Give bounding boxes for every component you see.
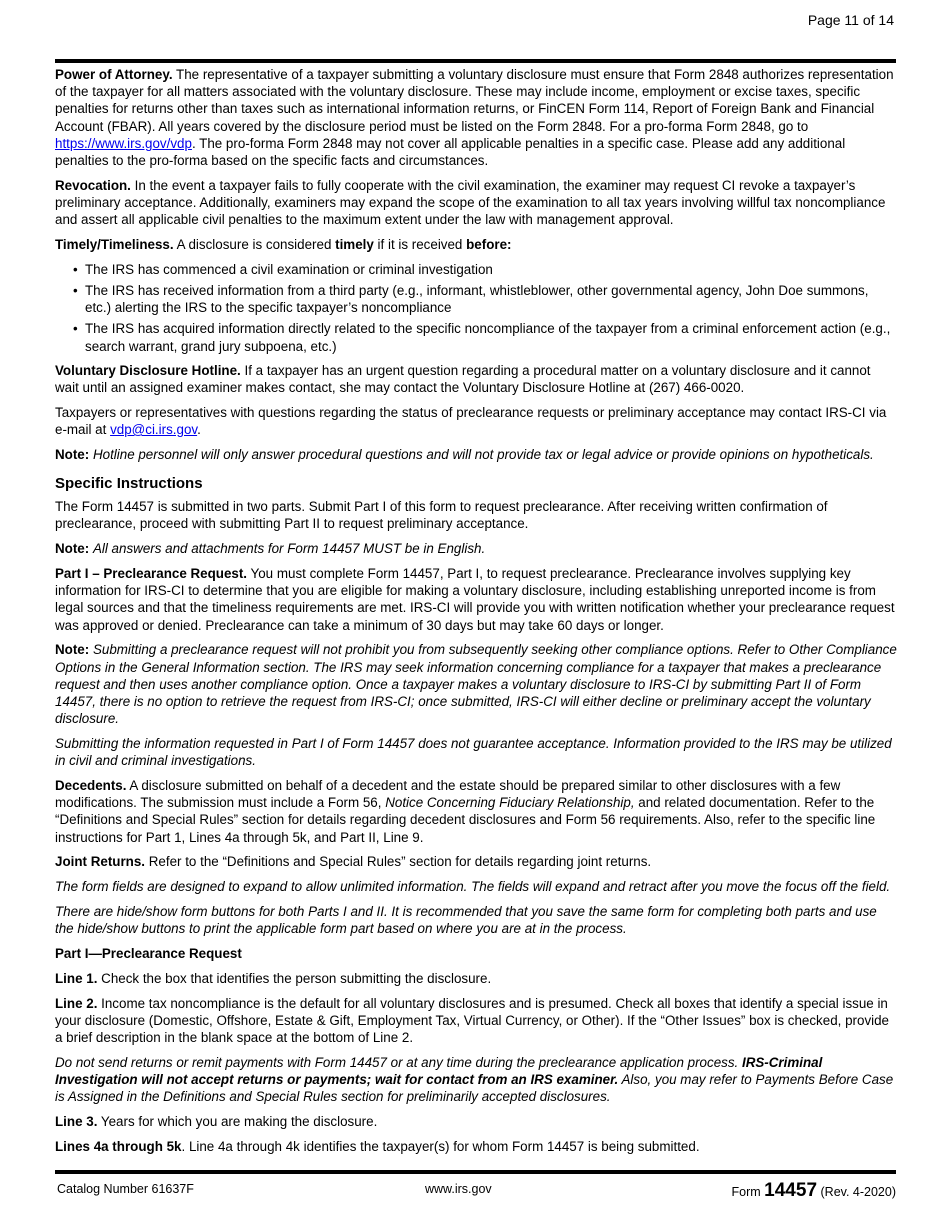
bold-text: timely bbox=[335, 237, 374, 253]
text-run: Years for which you are making the disclosure. bbox=[97, 1114, 378, 1130]
bold-text: Joint Returns. bbox=[55, 854, 146, 870]
text-run: Also, you may refer to Payments Before Case is Assigned in the Definitions and Special Rules section for preliminarily accepted disclosures. bbox=[55, 1072, 894, 1105]
paragraph bbox=[55, 853, 897, 870]
paragraph bbox=[55, 903, 897, 937]
paragraph bbox=[55, 995, 897, 1047]
text-run: . The pro-forma Form 2848 may not cover all applicable penalties in a specific case. Please add any additional penalties to the pro-forma based on the specific facts and circumstances. bbox=[55, 135, 846, 169]
bold-text: Revocation. bbox=[55, 177, 131, 193]
hyperlink[interactable]: vdp@ci.irs.gov bbox=[110, 422, 198, 438]
text-run: The IRS has commenced a civil examination or criminal investigation bbox=[85, 261, 493, 277]
bold-text: Timely/Timeliness. bbox=[55, 237, 174, 253]
text-run: . Line 4a through 4k identifies the taxpayer(s) for whom Form 14457 is being submitted. bbox=[181, 1138, 700, 1154]
bold-text: Note: bbox=[55, 642, 90, 658]
footer-website: www.irs.gov bbox=[425, 1182, 492, 1196]
bold-text: before: bbox=[466, 237, 512, 253]
document-body bbox=[55, 66, 897, 1163]
form-number: 14457 bbox=[764, 1180, 818, 1201]
text-run: Do not send returns or remit payments with Form 14457 or at any time during the preclearance application process. bbox=[55, 1054, 742, 1070]
paragraph bbox=[55, 362, 897, 396]
bold-text: Note: bbox=[55, 446, 90, 462]
text-run: The Form 14457 is submitted in two parts. Submit Part I of this form to request preclearance. After receiving written confirmation of preclearance, proceed with submitting Part II to request preliminary acceptance. bbox=[55, 499, 828, 532]
text-run: A disclosure is considered bbox=[173, 237, 336, 253]
text-run: Check the box that identifies the person submitting the disclosure. bbox=[97, 970, 492, 986]
bold-text: Part I—Preclearance Request bbox=[55, 946, 242, 962]
paragraph bbox=[55, 641, 897, 727]
text-run: Hotline personnel will only answer procedural questions and will not provide tax or legal advice or provide opinions on hypotheticals. bbox=[92, 446, 874, 462]
text-run: Submitting the information requested in Part I of Form 14457 does not guarantee acceptance. Information provided to the IRS may be utilized in civil and criminal investigations. bbox=[55, 736, 892, 769]
text-run: if it is received bbox=[373, 237, 467, 253]
text-run: All answers and attachments for Form 14457 MUST be in English. bbox=[92, 541, 486, 557]
text-run: A disclosure submitted on behalf of a decedent and the estate should be prepared similar to other disclosures with a few modifications. The submission must include a Form 56, bbox=[55, 778, 841, 811]
bold-text: IRS-Criminal Investigation will not accept returns or payments; wait for contact from an IRS examiner. bbox=[55, 1054, 823, 1088]
text-run: Refer to the “Definitions and Special Rules” section for details regarding joint returns. bbox=[145, 854, 652, 870]
bold-text: Voluntary Disclosure Hotline. bbox=[55, 362, 241, 378]
bold-text: Decedents. bbox=[55, 778, 127, 794]
bullet-list bbox=[55, 261, 897, 355]
bold-text: Line 1. bbox=[55, 970, 98, 986]
page-number: Page 11 of 14 bbox=[807, 12, 894, 28]
form-identifier bbox=[732, 1180, 896, 1202]
catalog-number: Catalog Number 61637F bbox=[57, 1182, 194, 1196]
bold-text: Line 2. bbox=[55, 995, 98, 1011]
paragraph bbox=[55, 735, 897, 769]
paragraph bbox=[55, 970, 897, 987]
paragraph bbox=[55, 878, 897, 895]
paragraph bbox=[55, 777, 897, 846]
text-run: You must complete Form 14457, Part I, to request preclearance. Preclearance involves supplying key information for IRS-CI to determine that you are eligible for making a voluntary disclosure, including establishing unreported income is from legal sources and that the timeliness requirements are met. IRS-CI will provide you with written notification whether your preclearance request was approved or denied. Preclearance can take a minimum of 30 days but may take 60 days or longer. bbox=[55, 566, 895, 633]
hyperlink[interactable]: https://www.irs.gov/vdp bbox=[55, 135, 192, 151]
paragraph bbox=[55, 404, 897, 438]
list-item bbox=[73, 320, 897, 354]
paragraph bbox=[55, 1113, 897, 1130]
text-run: In the event a taxpayer fails to fully cooperate with the civil examination, the examiner may request CI revoke a taxpayer’s preliminary acceptance. Additionally, examiners may expand the scope of the examination to all tax years involving willful tax noncompliance and assert all applicable civil penalties to the maximum extent under the law with management approval. bbox=[55, 177, 886, 228]
bold-text: Lines 4a through 5k bbox=[55, 1138, 182, 1154]
text-run: Notice Concerning Fiduciary Relationship, bbox=[385, 795, 635, 811]
bold-text: Part I – Preclearance Request. bbox=[55, 566, 248, 582]
paragraph bbox=[55, 565, 897, 634]
bold-text: Line 3. bbox=[55, 1114, 98, 1130]
paragraph bbox=[55, 498, 897, 532]
paragraph bbox=[55, 1138, 897, 1155]
form-prefix: Form bbox=[731, 1185, 761, 1199]
paragraph bbox=[55, 945, 897, 962]
text-run: The representative of a taxpayer submitting a voluntary disclosure must ensure that Form 2848 authorizes representation of the taxpayer for all matters associated with the voluntary disclosure. These may include income, employment or excise taxes, specific penalties for returns other than taxes such as international information returns, or FinCEN Form 114, Report of Foreign Bank and Financial Account (FBAR). All years covered by the disclosure period must be listed on the Form 2848. For a pro-forma Form 2848, go to bbox=[55, 67, 894, 134]
text-run: If a taxpayer has an urgent question regarding a procedural matter on a voluntary disclosure and it cannot wait until an assigned examiner makes contact, she may contact the Voluntary Disclosure Hotline at (267) 466-0020. bbox=[55, 362, 871, 396]
paragraph bbox=[55, 177, 897, 229]
text-run: The form fields are designed to expand to allow unlimited information. The fields will expand and retract after you move the focus off the field. bbox=[55, 879, 891, 895]
text-run: The IRS has received information from a third party (e.g., informant, whistleblower, other governmental agency, John Doe summons, etc.) alerting the IRS to the specific taxpayer’s noncompliance bbox=[85, 283, 869, 316]
paragraph bbox=[55, 66, 897, 169]
list-item bbox=[73, 261, 897, 278]
section-heading bbox=[55, 475, 897, 492]
header-rule bbox=[55, 59, 896, 63]
paragraph bbox=[55, 236, 897, 253]
paragraph bbox=[55, 540, 897, 557]
text-run: Income tax noncompliance is the default for all voluntary disclosures and is presumed. Check all boxes that identify a special issue in your disclosure (Domestic, Offshore, Estate & Gift, Employment Tax, Virtual Currency, or Other). If the “Other Issues” box is checked, provide a brief description in the blank space at the bottom of Line 2. bbox=[55, 995, 890, 1046]
text-run: Submitting a preclearance request will not prohibit you from subsequently seeking other compliance options. Refer to Other Compliance Options in the General Information section. The IRS may seek information concerning compliance for a taxpayer that makes a preclearance request and then uses another compliance option. Once a taxpayer makes a voluntary disclosure to IRS-CI by submitting Part II of Form 14457, there is no option to retrieve the request from IRS-CI; once submitted, IRS-CI will either decline or preliminary accept the voluntary disclosure. bbox=[55, 642, 897, 727]
text-run: and related documentation. Refer to the “Definitions and Special Rules” section for details regarding decedent disclosures and Form 56 requirements. Also, refer to the specific line instructions for Part 1, Lines 4a through 5k, and Part II, Line 9. bbox=[55, 795, 876, 845]
text-run: The IRS has acquired information directly related to the specific noncompliance of the taxpayer from a criminal enforcement action (e.g., search warrant, grand jury subpoena, etc.) bbox=[85, 321, 891, 354]
paragraph bbox=[55, 1054, 897, 1106]
footer-rule bbox=[55, 1170, 896, 1174]
form-revision: (Rev. 4-2020) bbox=[820, 1185, 896, 1199]
list-item bbox=[73, 282, 897, 316]
bold-text: Power of Attorney. bbox=[55, 67, 173, 82]
text-run: There are hide/show form buttons for both Parts I and II. It is recommended that you save the same form for completing both parts and use the hide/show buttons to print the applicable form part based on where you are at in the process. bbox=[55, 904, 877, 937]
text-run: Taxpayers or representatives with questions regarding the status of preclearance requests or preliminary acceptance may contact IRS-CI via e-mail at bbox=[55, 404, 887, 438]
bold-text: Note: bbox=[55, 541, 90, 557]
text-run: Specific Instructions bbox=[55, 475, 203, 493]
text-run: . bbox=[197, 422, 201, 438]
paragraph bbox=[55, 446, 897, 463]
